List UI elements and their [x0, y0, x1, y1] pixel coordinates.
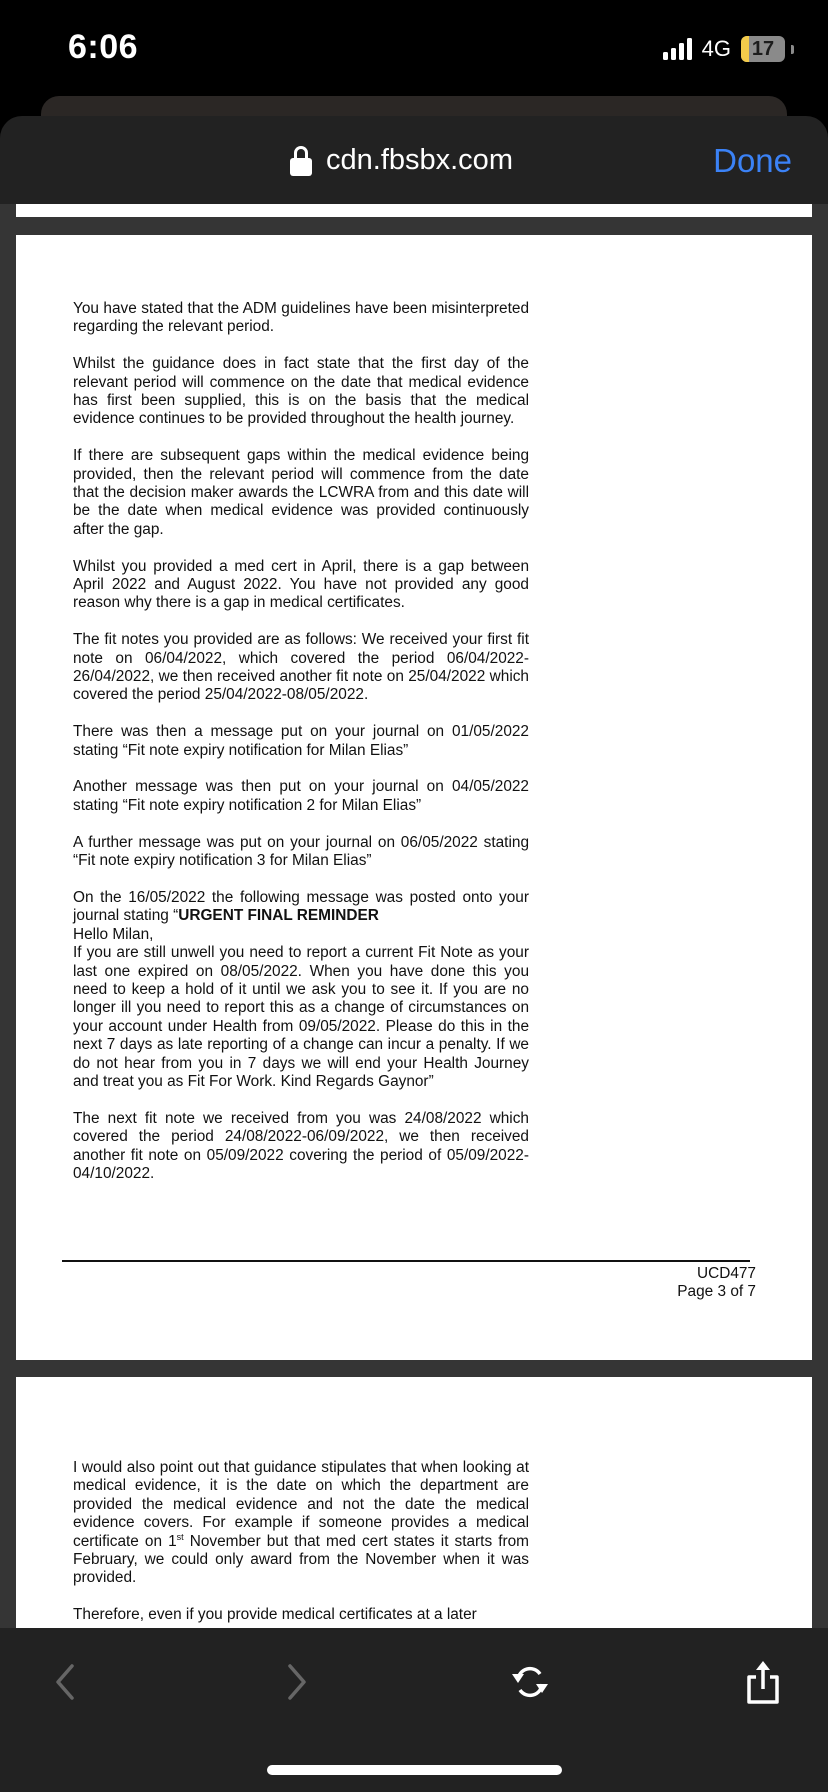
reload-icon [508, 1660, 552, 1704]
page-3-body [73, 300, 529, 1202]
paragraph-partial: Therefore, even if you provide medical certificates at a later [73, 1606, 477, 1624]
home-indicator[interactable] [267, 1765, 562, 1775]
pdf-viewer[interactable] [0, 204, 828, 1628]
paragraph [73, 1459, 529, 1588]
pdf-page-3 [16, 235, 812, 1360]
page-footer [677, 1265, 756, 1302]
urgent-greeting: Hello Milan, [73, 925, 154, 943]
reload-button[interactable] [500, 1654, 560, 1710]
lock-icon [290, 146, 312, 176]
urgent-title: URGENT FINAL REMINDER [178, 907, 379, 925]
chevron-right-icon [286, 1662, 310, 1702]
back-button[interactable] [34, 1654, 94, 1710]
done-button[interactable]: Done [713, 142, 792, 179]
battery-level: 17 [751, 37, 775, 60]
document-code: UCD477 [696, 1265, 756, 1282]
paragraph: Whilst the guidance does in fact state that the first day of the relevant period will commence on the date that medical evidence has first been supplied, this is on the basis that the medical evidence continues to be provided throughout the health journey. [73, 355, 529, 428]
urgent-reminder-paragraph [73, 889, 529, 1091]
page-4-body [73, 1459, 529, 1628]
status-indicators [663, 36, 794, 62]
paragraph: You have stated that the ADM guidelines have been misinterpreted regarding the relevant period. [73, 300, 529, 336]
battery-tip [791, 45, 794, 54]
status-time: 6:06 [68, 28, 139, 66]
url-text: cdn.fbsbx.com [326, 144, 513, 176]
pdf-page-4 [16, 1377, 812, 1628]
superscript: st [176, 1531, 184, 1542]
text-run: November but that med cert states it starts from February, we could only award from the November when it was provided. [73, 1532, 529, 1587]
paragraph: The next fit note we received from you was 24/08/2022 which covered the period 24/08/2022-06/09/2022, we then received another fit note on 05/09/2022 covering the period of 05/09/2022-04/10/2022. [73, 1109, 529, 1182]
status-bar [0, 0, 828, 100]
forward-button[interactable] [268, 1654, 328, 1710]
urgent-intro: On the 16/05/2022 the following message was posted onto your journal stating “ [73, 888, 529, 925]
text-run: I would also point out that guidance stipulates that when looking at medical evidence, it is the date on which the department are provided the medical evidence and not the date the medical evidence covers. For example if someone provides a medical certificate on 1 [73, 1459, 529, 1550]
paragraph: Another message was then put on your journal on 04/05/2022 stating “Fit note expiry notification 2 for Milan Elias” [73, 778, 529, 814]
paragraph: There was then a message put on your journal on 01/05/2022 stating “Fit note expiry notification for Milan Elias” [73, 723, 529, 759]
url-display [290, 144, 513, 177]
pdf-page-2-bottom [16, 204, 812, 217]
footer-divider [62, 1260, 750, 1262]
page-number: Page 3 of 7 [677, 1283, 756, 1301]
paragraph: A further message was put on your journal on 06/05/2022 stating “Fit note expiry notification 3 for Milan Elias” [73, 833, 529, 870]
battery-icon [741, 36, 785, 62]
chevron-left-icon [52, 1662, 76, 1702]
network-type: 4G [701, 36, 731, 61]
paragraph: The fit notes you provided are as follows: We received your first fit note on 06/04/2022, which covered the period 06/04/2022-26/04/2022, we then received another fit note on 25/04/2022 which covered the period 25/04/2022-08/05/2022. [73, 631, 529, 704]
paragraph: Whilst you provided a med cert in April, there is a gap between April 2022 and August 2022. You have not provided any good reason why there is a gap in medical certificates. [73, 557, 529, 612]
share-button[interactable] [733, 1654, 793, 1710]
cellular-signal-icon [663, 38, 692, 60]
browser-header [0, 116, 828, 204]
paragraph: If there are subsequent gaps within the medical evidence being provided, then the relevant period will commence from the date that the decision maker awards the LCWRA from and this date will be the date when medical evidence was provided continuously after the gap. [73, 447, 529, 538]
urgent-body: If you are still unwell you need to report a current Fit Note as your last one expired on 08/05/2022. When you have done this you need to keep a hold of it until we ask you to see it. If you are no longer ill you need to report this as a change of circumstances on your account under Health from 09/05/2022. Please do this in the next 7 days as late reporting of a change can incur a penalty. If we do not hear from you in 7 days we will end your Health Journey and treat you as Fit For Work. Kind Regards Gaynor” [73, 944, 529, 1090]
share-icon [743, 1659, 783, 1705]
